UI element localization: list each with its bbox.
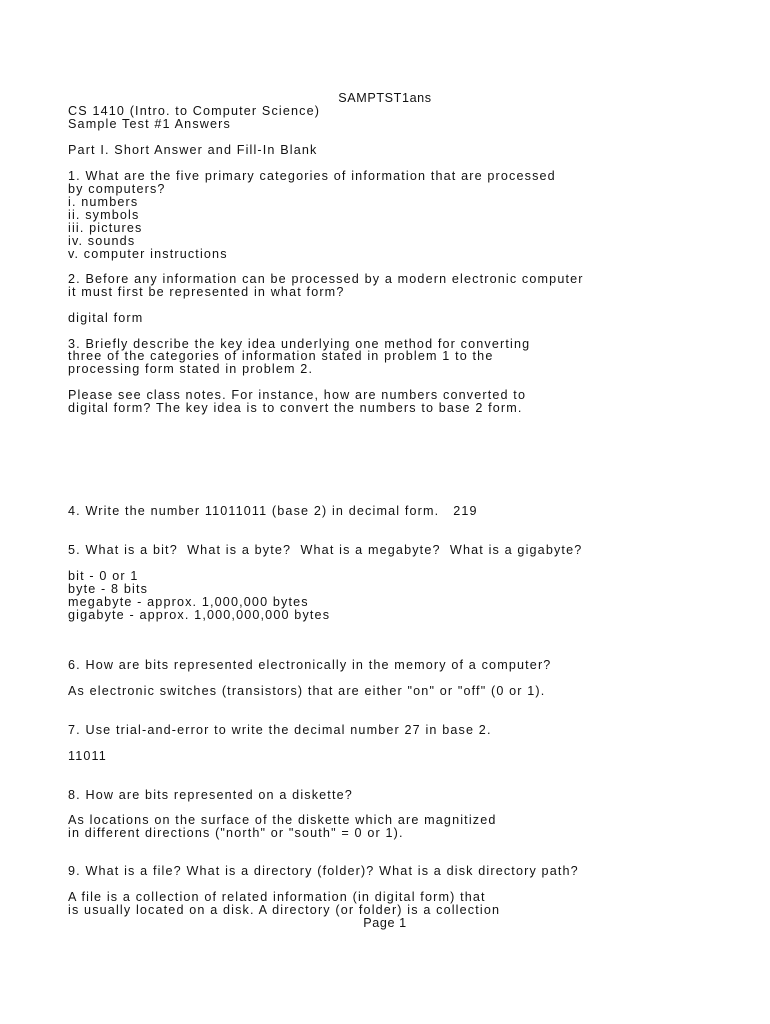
question-7: 7. Use trial-and-error to write the decimal number 27 in base 2. — [68, 723, 492, 737]
answer-8-line-2: in different directions ("north" or "south" = 0 or 1). — [68, 826, 404, 840]
document-title: SAMPTST1ans — [338, 91, 432, 105]
answer-5-item: megabyte - approx. 1,000,000 bytes — [68, 595, 309, 609]
question-5: 5. What is a bit? What is a byte? What is a megabyte? What is a gigabyte? — [68, 543, 583, 557]
part-heading: Part I. Short Answer and Fill-In Blank — [68, 143, 318, 157]
question-3-line-1: 3. Briefly describe the key idea underlying one method for converting — [68, 337, 531, 351]
page-number: Page 1 — [363, 916, 407, 930]
question-9: 9. What is a file? What is a directory (folder)? What is a disk directory path? — [68, 864, 579, 878]
question-3-line-3: processing form stated in problem 2. — [68, 362, 314, 376]
answer-1-item: ii. symbols — [68, 208, 140, 222]
answer-2: digital form — [68, 311, 144, 325]
answer-4: 219 — [453, 504, 478, 518]
answer-3-line-1: Please see class notes. For instance, how are numbers converted to — [68, 388, 527, 402]
answer-1-item: i. numbers — [68, 195, 139, 209]
answer-3-line-2: digital form? The key idea is to convert the numbers to base 2 form. — [68, 401, 523, 415]
document-subtitle: Sample Test #1 Answers — [68, 117, 231, 131]
question-4-text: 4. Write the number 11011011 (base 2) in decimal form. — [68, 504, 440, 518]
question-1-line-2: by computers? — [68, 182, 166, 196]
answer-1-item: iii. pictures — [68, 221, 143, 235]
answer-6: As electronic switches (transistors) that are either "on" or "off" (0 or 1). — [68, 684, 546, 698]
answer-9-line-2: is usually located on a disk. A directory (or folder) is a collection — [68, 903, 501, 917]
question-4 — [68, 505, 478, 518]
question-3-line-2: three of the categories of information stated in problem 1 to the — [68, 349, 494, 363]
answer-9-line-1: A file is a collection of related information (in digital form) that — [68, 890, 486, 904]
course-name: CS 1410 (Intro. to Computer Science) — [68, 104, 321, 118]
answer-7: 11011 — [68, 749, 107, 763]
question-2-line-2: it must first be represented in what form? — [68, 285, 345, 299]
question-1-line-1: 1. What are the five primary categories of information that are processed — [68, 169, 556, 183]
answer-8-line-1: As locations on the surface of the diskette which are magnitized — [68, 813, 497, 827]
answer-5-item: gigabyte - approx. 1,000,000,000 bytes — [68, 608, 331, 622]
answer-1-item: iv. sounds — [68, 234, 136, 248]
question-8: 8. How are bits represented on a diskette? — [68, 788, 353, 802]
question-2-line-1: 2. Before any information can be processed by a modern electronic computer — [68, 272, 584, 286]
answer-5-item: bit - 0 or 1 — [68, 569, 139, 583]
answer-5-item: byte - 8 bits — [68, 582, 149, 596]
question-6: 6. How are bits represented electronically in the memory of a computer? — [68, 658, 552, 672]
answer-1-item: v. computer instructions — [68, 247, 228, 261]
